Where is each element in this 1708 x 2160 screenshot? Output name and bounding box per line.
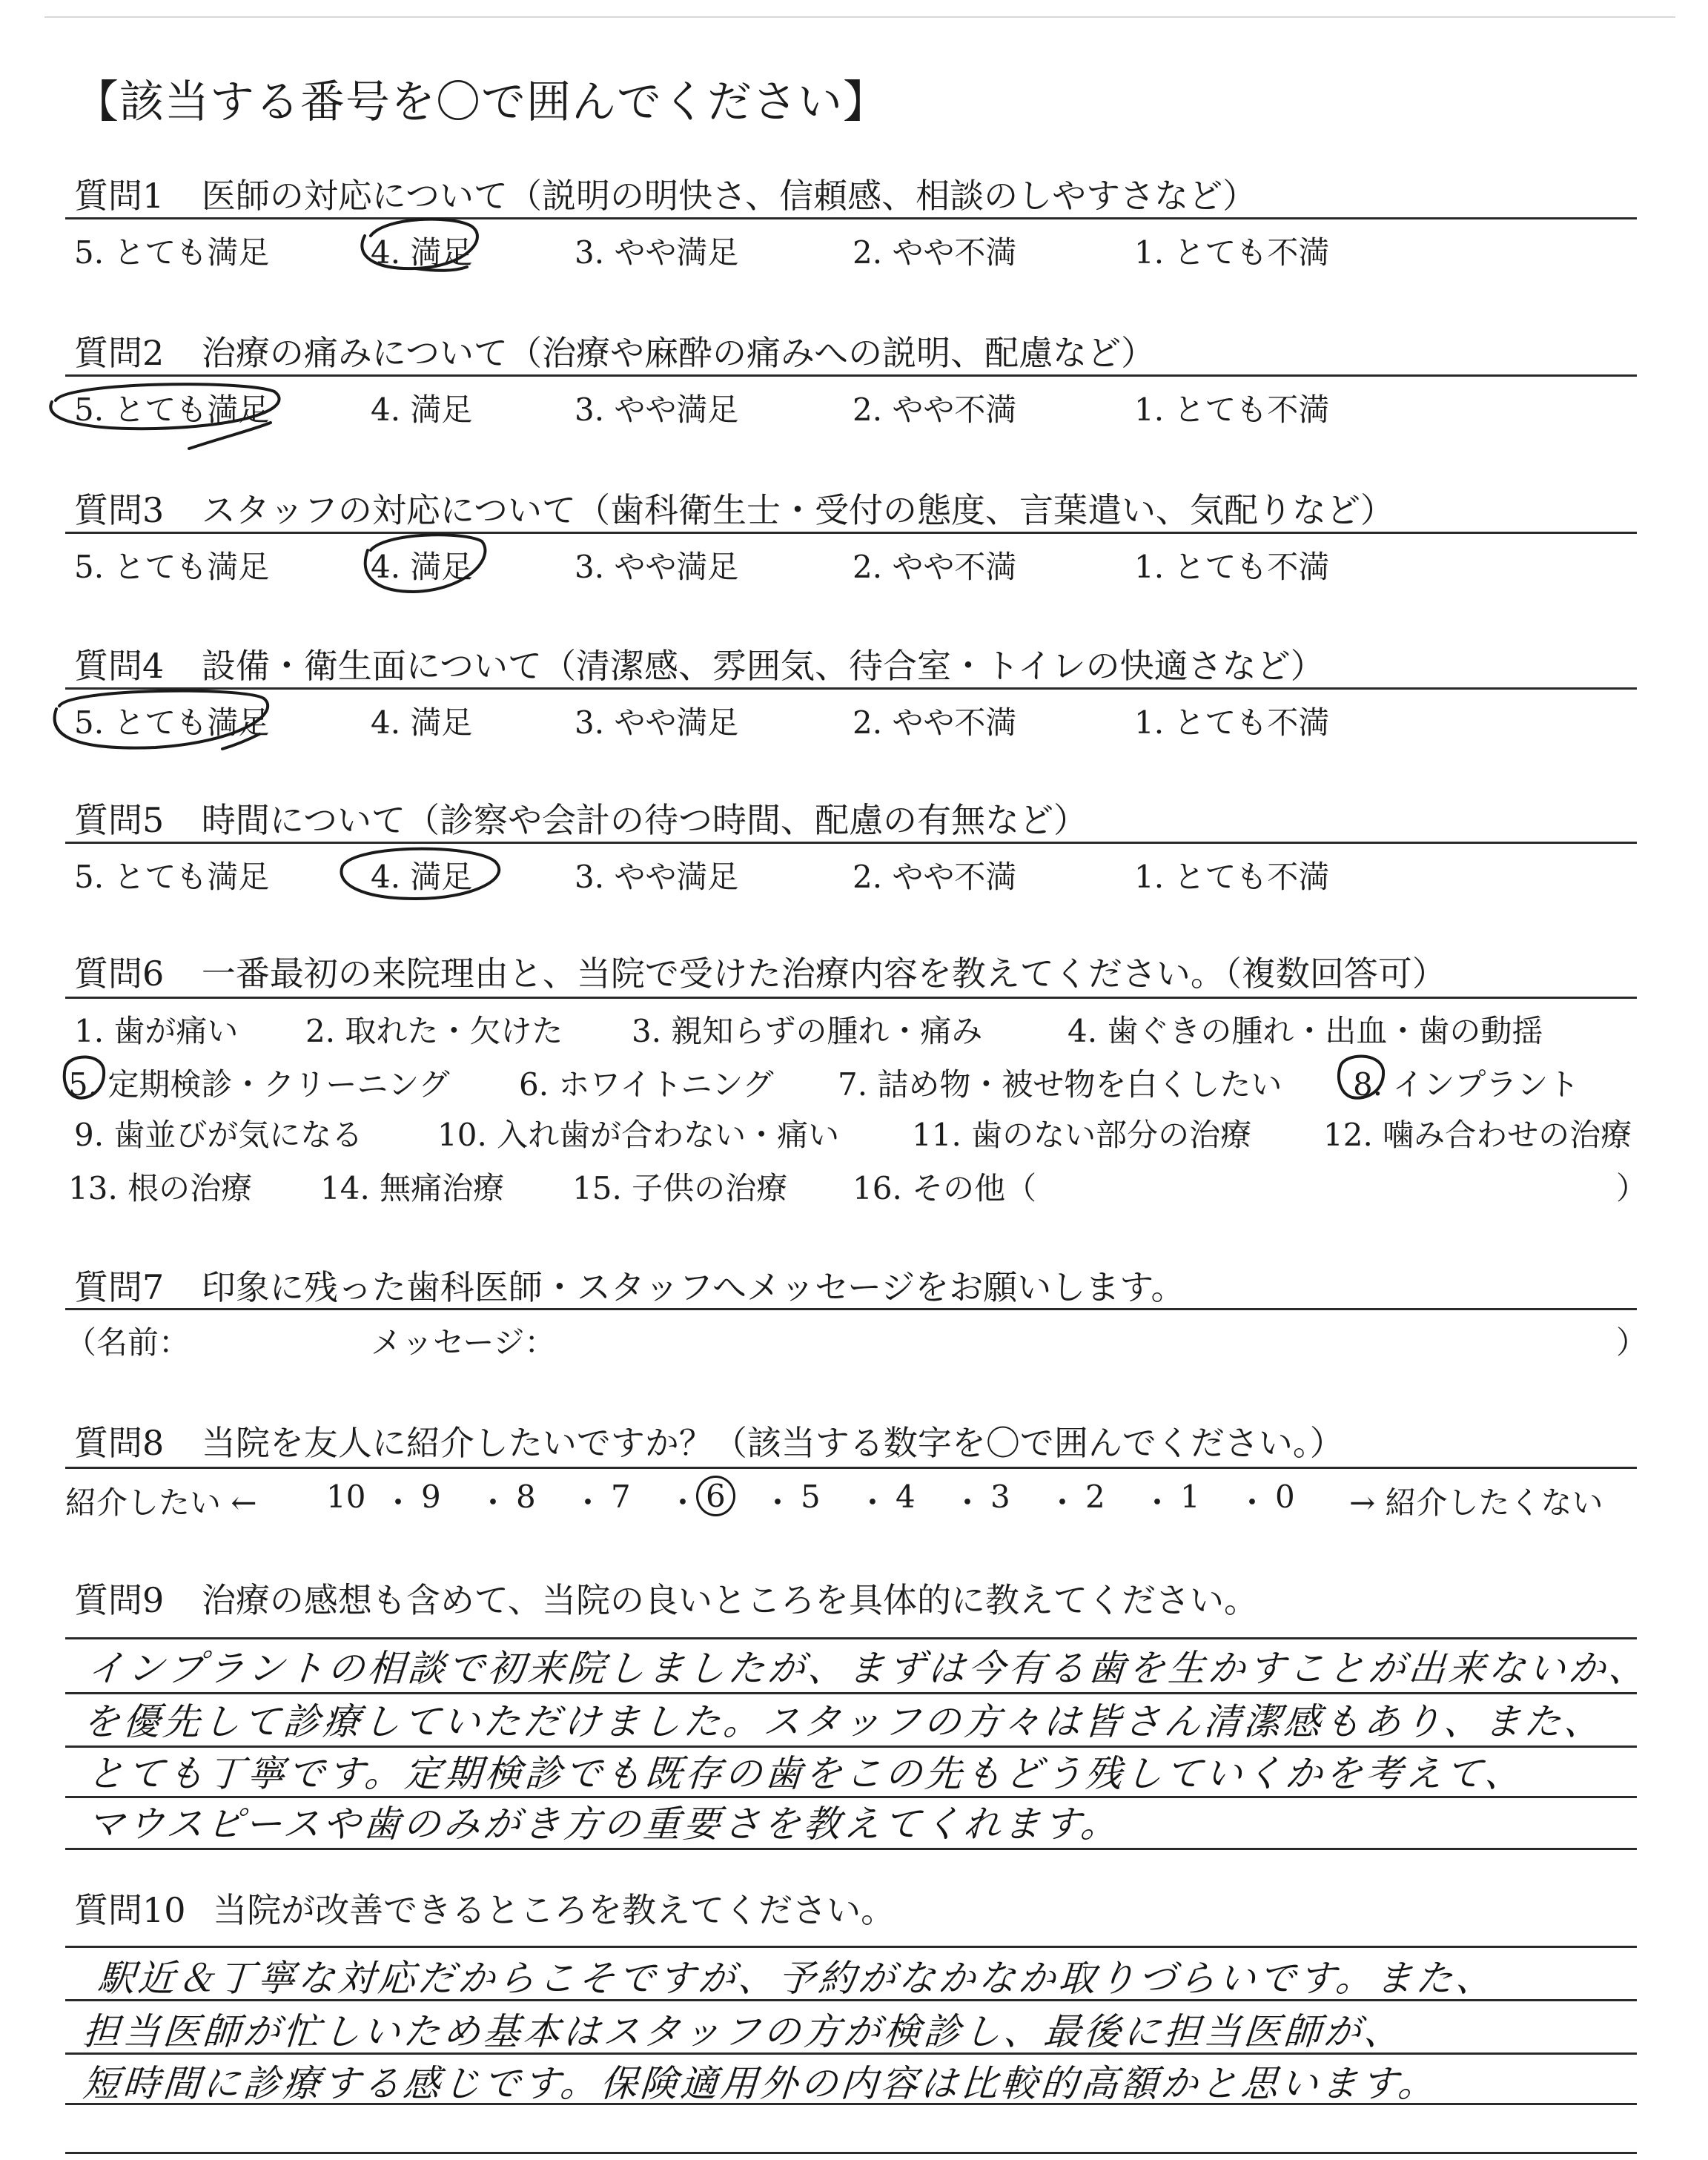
q4-option-4[interactable]: 4. 満足 [371, 704, 473, 741]
q5-option-1[interactable]: 1. とても不満 [1134, 859, 1330, 895]
question-6-text: 一番最初の来院理由と、当院で受けた治療内容を教えてください。（複数回答可） [201, 954, 1446, 994]
q8-scale-number-4[interactable]: 4 [896, 1479, 916, 1515]
q6-option-15[interactable]: 15. 子供の治療 [572, 1170, 788, 1206]
q4-option-3[interactable]: 3. やや満足 [575, 704, 739, 741]
q10-answer-line-2: 担当医師が忙しいため基本はスタッフの方が検診し、最後に担当医師が、 [81, 2010, 1406, 2053]
question-8 [74, 1416, 1344, 1465]
question-9-label: 質問9 [74, 1580, 165, 1620]
q4-option-1[interactable]: 1. とても不満 [1134, 704, 1330, 741]
q8-right-label: → 紹介したくない [1349, 1484, 1603, 1521]
scan-edge-line [44, 16, 1675, 18]
q2-option-4[interactable]: 4. 満足 [371, 392, 473, 428]
question-5-label: 質問5 [74, 800, 165, 840]
question-9 [74, 1573, 1258, 1622]
q9-answer-line-3: とても丁寧です。定期検診でも既存の歯をこの先もどう残していくかを考えて、 [85, 1752, 1526, 1795]
question-4-label: 質問4 [74, 646, 165, 686]
q3-option-1[interactable]: 1. とても不満 [1134, 549, 1330, 585]
q6-option-2[interactable]: 2. 取れた・欠けた [305, 1013, 563, 1049]
question-6 [74, 947, 1446, 996]
q8-scale-number-0[interactable]: 0 [1275, 1479, 1295, 1515]
q3-option-2[interactable]: 2. やや不満 [853, 549, 1017, 585]
q5-option-2[interactable]: 2. やや不満 [853, 859, 1017, 895]
q8-scale-separator: ・ [1142, 1484, 1174, 1521]
q6-option-6[interactable]: 6. ホワイトニング [519, 1066, 774, 1103]
q8-scale-number-5[interactable]: 5 [801, 1479, 821, 1515]
question-3-rule [65, 532, 1637, 534]
q6-option-12[interactable]: 12. 噛み合わせの治療 [1323, 1117, 1632, 1153]
q6-option-7[interactable]: 7. 詰め物・被せ物を白くしたい [838, 1066, 1282, 1103]
q1-option-1[interactable]: 1. とても不満 [1134, 234, 1330, 271]
question-5-rule [65, 842, 1637, 844]
question-10-text: 当院が改善できるところを教えてください。 [213, 1890, 896, 1930]
question-7-label: 質問7 [74, 1267, 165, 1307]
q6-option-4[interactable]: 4. 歯ぐきの腫れ・出血・歯の動揺 [1068, 1013, 1543, 1049]
q8-scale-separator: ・ [477, 1484, 509, 1521]
q8-scale-number-1[interactable]: 1 [1180, 1479, 1200, 1515]
q8-scale [326, 1478, 1349, 1521]
question-1 [74, 169, 1257, 218]
question-1-rule [65, 217, 1637, 219]
q6-option-3[interactable]: 3. 親知らずの腫れ・痛み [632, 1013, 983, 1049]
q8-scale-number-6-selected[interactable]: 6 [696, 1476, 735, 1516]
question-8-text: 当院を友人に紹介したいですか？（該当する数字を〇で囲んでください。） [201, 1423, 1344, 1463]
q10-answer-line-3: 短時間に診療する感じです。保険適用外の内容は比較的高額かと思います。 [81, 2062, 1440, 2105]
question-7-rule [65, 1308, 1637, 1310]
q2-option-2[interactable]: 2. やや不満 [853, 392, 1017, 428]
question-1-label: 質問1 [74, 176, 165, 216]
question-10-label: 質問10 [74, 1890, 186, 1930]
q2-option-1[interactable]: 1. とても不満 [1134, 392, 1330, 428]
question-6-rule [65, 997, 1637, 999]
q8-scale-separator: ・ [572, 1484, 604, 1521]
q6-option-8[interactable]: 8. インプラント [1353, 1066, 1580, 1103]
q7-message-label: メッセージ： [371, 1324, 556, 1361]
question-4-rule [65, 687, 1637, 690]
q7-close-paren: ） [1616, 1324, 1648, 1361]
q9-answer-line-2: を優先して診療していただけました。スタッフの方々は皆さん清潔感もあり、また、 [81, 1700, 1606, 1743]
question-3 [74, 483, 1394, 532]
q5-option-5[interactable]: 5. とても満足 [74, 859, 270, 895]
q6-option-14[interactable]: 14. 無痛治療 [320, 1170, 505, 1206]
question-4-text: 設備・衛生面について（清潔感、雰囲気、待合室・トイレの快適さなど） [201, 646, 1325, 686]
q8-scale-number-3[interactable]: 3 [990, 1479, 1010, 1515]
question-8-rule [65, 1467, 1637, 1469]
q6-option-16[interactable]: 16. その他（ [853, 1170, 1037, 1206]
question-8-label: 質問8 [74, 1423, 165, 1463]
q9-answer-line-1: インプラントの相談で初来院しましたが、まずは今有る歯を生かすことが出来ないか、 [85, 1647, 1650, 1690]
q7-name-label: （名前： [65, 1324, 191, 1361]
q9-answer-line-4: マウスピースや歯のみがき方の重要さを教えてくれます。 [85, 1803, 1122, 1846]
q6-option-13[interactable]: 13. 根の治療 [68, 1170, 253, 1206]
q8-scale-separator: ・ [667, 1484, 699, 1521]
q8-left-label: 紹介したい ← [65, 1484, 257, 1521]
question-2-label: 質問2 [74, 333, 165, 373]
q10-line-5 [65, 2152, 1637, 2154]
question-10 [74, 1883, 895, 1932]
q1-option-5[interactable]: 5. とても満足 [74, 234, 270, 271]
q4-option-5[interactable]: 5. とても満足 [74, 704, 270, 741]
q8-scale-separator: ・ [762, 1484, 794, 1521]
question-5-text: 時間について（診察や会計の待つ時間、配慮の有無など） [201, 800, 1088, 840]
question-2 [74, 326, 1155, 375]
q3-option-4[interactable]: 4. 満足 [371, 549, 473, 585]
q8-scale-number-9[interactable]: 9 [421, 1479, 441, 1515]
q3-option-3[interactable]: 3. やや満足 [575, 549, 739, 585]
question-6-label: 質問6 [74, 954, 165, 994]
q9-line-5 [65, 1848, 1637, 1850]
q8-scale-separator: ・ [1047, 1484, 1079, 1521]
q1-option-4[interactable]: 4. 満足 [371, 234, 473, 271]
q10-line-1 [65, 1946, 1637, 1948]
q1-option-2[interactable]: 2. やや不満 [853, 234, 1017, 271]
q8-scale-separator: ・ [952, 1484, 984, 1521]
q3-option-5[interactable]: 5. とても満足 [74, 549, 270, 585]
q6-option-9[interactable]: 9. 歯並びが気になる [74, 1117, 363, 1153]
q6-option-1[interactable]: 1. 歯が痛い [74, 1013, 239, 1049]
q8-scale-separator: ・ [857, 1484, 889, 1521]
question-4 [74, 639, 1325, 688]
question-3-text: スタッフの対応について（歯科衛生士・受付の態度、言葉遣い、気配りなど） [201, 490, 1394, 530]
q8-scale-number-7[interactable]: 7 [611, 1479, 631, 1515]
question-2-text: 治療の痛みについて（治療や麻酔の痛みへの説明、配慮など） [201, 333, 1156, 373]
q8-scale-separator: ・ [383, 1484, 414, 1521]
question-1-text: 医師の対応について（説明の明快さ、信頼感、相談のしやすさなど） [201, 176, 1257, 216]
q8-scale-number-2[interactable]: 2 [1085, 1479, 1105, 1515]
question-7-text: 印象に残った歯科医師・スタッフへメッセージをお願いします。 [201, 1267, 1185, 1307]
question-5 [74, 793, 1088, 842]
q6-option-10[interactable]: 10. 入れ歯が合わない・痛い [437, 1117, 840, 1153]
question-7 [74, 1261, 1185, 1309]
q6-option-5[interactable]: 5. 定期検診・クリーニング [68, 1066, 450, 1103]
q6-other-close-paren: ） [1616, 1170, 1648, 1206]
q1-option-3[interactable]: 3. やや満足 [575, 234, 739, 271]
question-9-text: 治療の感想も含めて、当院の良いところを具体的に教えてください。 [201, 1580, 1258, 1620]
question-3-label: 質問3 [74, 490, 165, 530]
q2-option-3[interactable]: 3. やや満足 [575, 392, 739, 428]
q8-scale-number-10[interactable]: 10 [326, 1479, 366, 1515]
page-title: 【該当する番号を〇で囲んでください】 [74, 76, 888, 128]
q10-answer-line-1: 駅近＆丁寧な対応だからこそですが、予約がなかなか取りづらいです。また、 [96, 1957, 1497, 2000]
q5-option-3[interactable]: 3. やや満足 [575, 859, 739, 895]
q5-option-4[interactable]: 4. 満足 [371, 859, 473, 895]
q8-scale-separator: ・ [1237, 1484, 1268, 1521]
q2-option-5[interactable]: 5. とても満足 [74, 392, 270, 428]
q8-scale-number-8[interactable]: 8 [516, 1479, 536, 1515]
question-2-rule [65, 374, 1637, 377]
q6-option-11[interactable]: 11. 歯のない部分の治療 [912, 1117, 1252, 1153]
q4-option-2[interactable]: 2. やや不満 [853, 704, 1017, 741]
